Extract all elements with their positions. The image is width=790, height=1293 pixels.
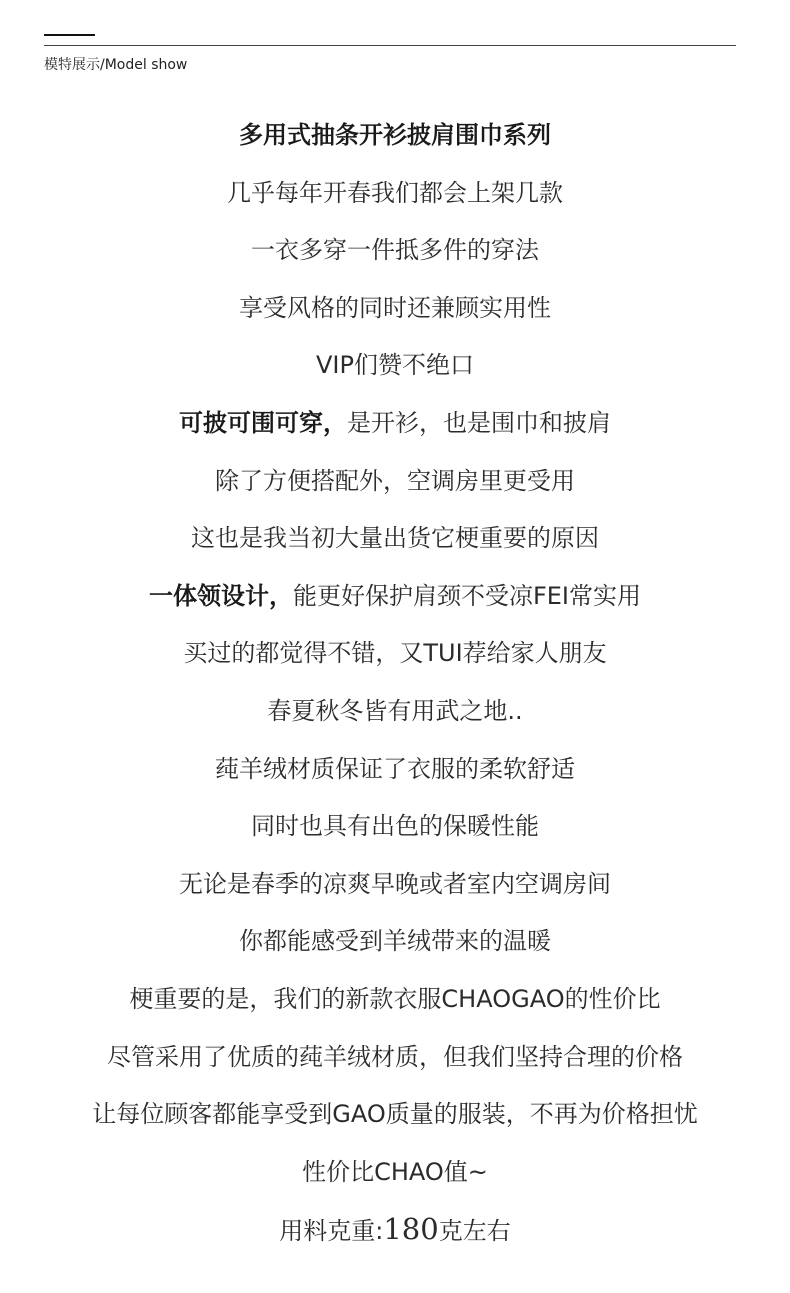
description-line: 几乎每年开春我们都会上架几款	[227, 178, 563, 207]
description-line	[0, 568, 790, 626]
section-header	[0, 0, 790, 80]
description-line	[0, 395, 790, 453]
product-description	[0, 107, 790, 1259]
description-line: 性价比CHAO值~	[302, 1157, 488, 1186]
description-line: 无论是春季的凉爽早晚或者室内空调房间	[179, 869, 611, 898]
description-text: 是开衫，也是围巾和披肩	[347, 408, 611, 437]
description-line: 同时也具有出色的保暖性能	[251, 812, 539, 841]
description-line: 你都能感受到羊绒带来的温暖	[239, 927, 551, 956]
description-line: 让每位顾客都能享受到GAO质量的服装，不再为价格担忧	[92, 1100, 698, 1129]
description-line: 一衣多穿一件抵多件的穿法	[251, 236, 539, 265]
header-divider	[44, 45, 736, 46]
description-line: 买过的都觉得不错，又TUI荐给家人朋友	[183, 639, 607, 668]
highlight-text: 可披可围可穿，	[179, 408, 347, 437]
fabric-weight-line	[0, 1201, 790, 1259]
highlight-text: 一体领设计，	[148, 581, 293, 610]
description-line: 尽管采用了优质的莼羊绒材质，但我们坚持合理的价格	[107, 1042, 683, 1071]
description-line: 梗重要的是，我们的新款衣服CHAOGAO的性价比	[129, 984, 661, 1013]
header-accent-line	[44, 34, 95, 36]
fabric-weight-label: 用料克重:	[279, 1217, 384, 1246]
description-line: 除了方便搭配外，空调房里更受用	[215, 466, 575, 495]
description-line: 这也是我当初大量出货它梗重要的原因	[191, 524, 599, 553]
description-line: 春夏秋冬皆有用武之地..	[267, 696, 523, 725]
series-title: 多用式抽条开衫披肩围巾系列	[239, 121, 551, 149]
description-text: 能更好保护肩颈不受凉FEI常实用	[292, 581, 642, 610]
section-title: 模特展示/Model show	[44, 57, 188, 73]
fabric-weight-value: 180	[383, 1212, 439, 1247]
description-line: VIP们赞不绝口	[316, 351, 474, 380]
fabric-weight-unit: 克左右	[438, 1217, 511, 1246]
description-line: 莼羊绒材质保证了衣服的柔软舒适	[215, 754, 575, 783]
description-line: 享受风格的同时还兼顾实用性	[239, 293, 551, 322]
